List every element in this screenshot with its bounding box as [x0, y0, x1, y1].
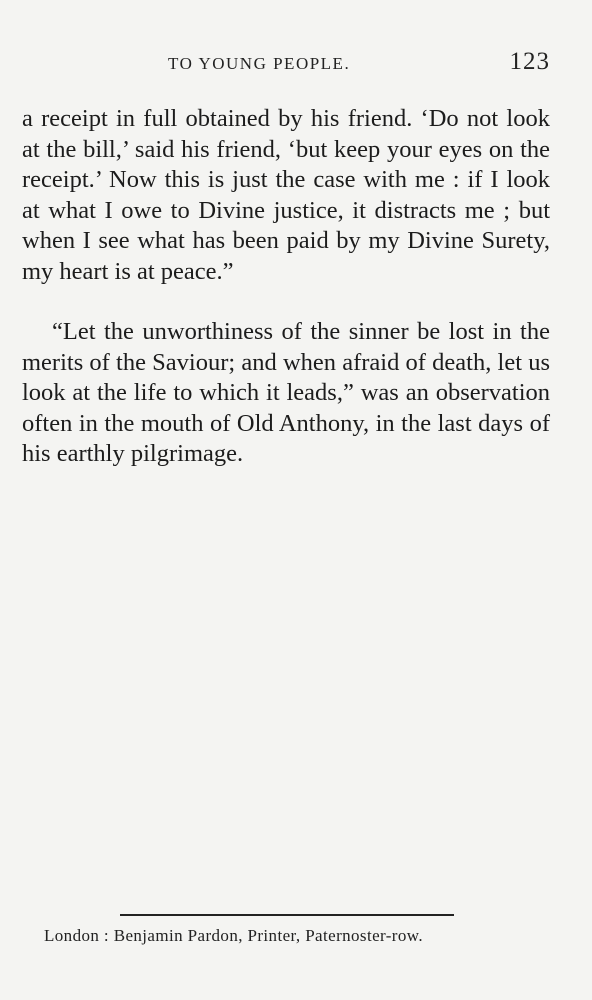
- page-number: 123: [509, 48, 550, 75]
- paragraph-quotation: “Let the unworthiness of the sinner be lost in the merits of the Saviour; and when afraid of death, let us look at the life to which it leads,” was an observation often in the mouth of Old Anthony, in the last days of his earthly pilgrimage.: [22, 318, 550, 467]
- footer-rule: [120, 914, 454, 916]
- body-text: [22, 104, 550, 470]
- printer-imprint: London : Benjamin Pardon, Printer, Paternoster-row.: [44, 926, 423, 945]
- running-head: [22, 48, 550, 82]
- running-title: TO YOUNG PEOPLE.: [168, 54, 351, 73]
- paragraph-continuation: a receipt in full obtained by his friend. ‘Do not look at the bill,’ said his friend, ‘but keep your eyes on the receipt.’ Now this is just the case with me : if I look at what I owe to Divine justice, it distracts me ; but when I see what has been paid by my Divine Surety, my heart is at peace.”: [22, 105, 550, 285]
